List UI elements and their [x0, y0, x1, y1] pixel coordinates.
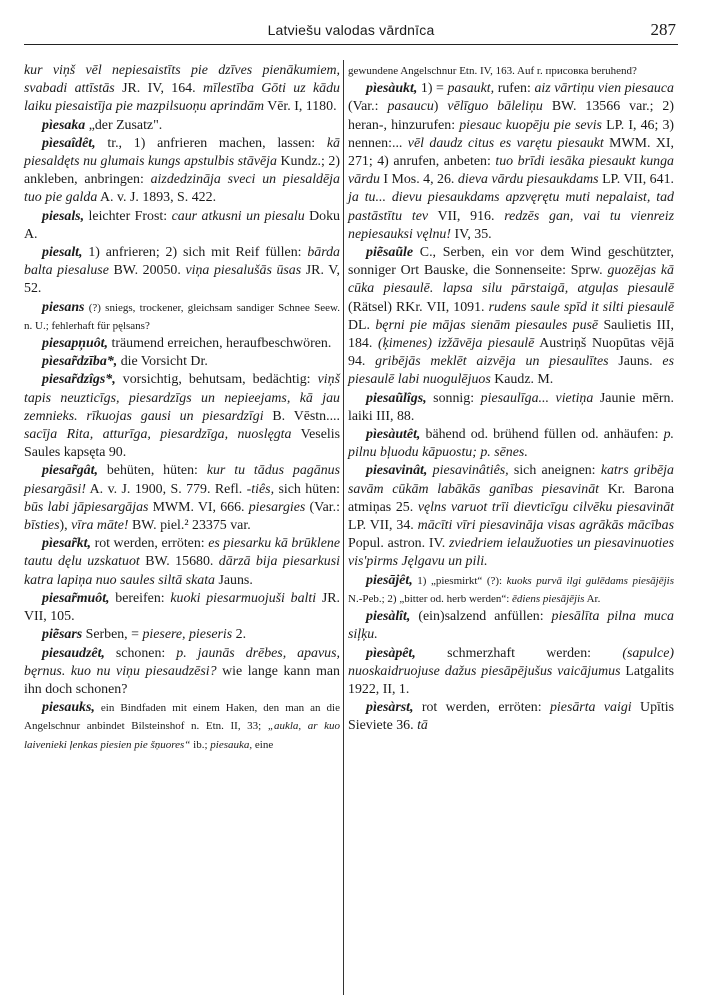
- entry-text: caur atkusni un piesalu: [171, 208, 305, 224]
- entry-headword: piesalt,: [42, 245, 83, 261]
- entry-text: sich aneignen:: [508, 463, 601, 479]
- dictionary-entry: [24, 645, 340, 700]
- entry-text: DL.: [348, 317, 376, 333]
- entry-headword: pìesaîdêt,: [42, 135, 96, 151]
- entry-text: piesere, pieseris: [142, 627, 233, 643]
- entry-text: tā: [417, 718, 428, 734]
- entry-text: vorsichtig, behutsam, bedächtig:: [115, 372, 318, 388]
- entry-text: Jaunie mērn. laiki III, 88.: [348, 390, 674, 424]
- dictionary-entry: [348, 645, 674, 700]
- entry-text: bereifen:: [109, 590, 171, 606]
- entry-text: aiz vārtiņu vien piesauca: [534, 81, 674, 97]
- entry-text: behüten, hüten:: [97, 463, 207, 479]
- entry-text: kā piesaldęts nu glumais kungs apstulbis stāvēja: [24, 135, 340, 170]
- entry-text: tr., 1) anfrieren machen, lassen:: [95, 135, 327, 151]
- entry-text: piesaulīga... vietiņa: [480, 390, 594, 406]
- entry-text: guozējas kā cūka piesaulē. lapsa silu pārstaigā, atguļas piesaulē: [348, 263, 674, 297]
- entry-headword: pìesàrst,: [366, 700, 414, 716]
- entry-text: aizdedzināja sveci un piesaldēja tuo pie galda: [24, 172, 340, 206]
- entry-text: (ein)salzend anfüllen:: [410, 609, 552, 625]
- entry-text: ja tu... dievu piesaukdams apzvęrętu muti nepalaist, tad pastāstītu tev: [348, 190, 674, 224]
- entry-headword: piesàlît,: [366, 609, 411, 625]
- entry-text: kur tu tādus pagānus piesargāsi!: [24, 463, 340, 497]
- entry-headword: piesapņuôt,: [42, 336, 108, 352]
- entry-text: dieva vārdu piesaukdams: [457, 172, 599, 188]
- dictionary-entry: [348, 572, 674, 608]
- entry-text: (sapulce) nuoskaidruojuse dažus piesāpējušus vaicājumus: [348, 645, 674, 679]
- entry-text: ēdiens piesājējis: [512, 592, 585, 605]
- entry-text: ): [433, 99, 448, 115]
- entry-text: LP. VII, 34.: [348, 518, 418, 534]
- entry-text: Upītis Sieviete 36.: [348, 700, 674, 734]
- entry-text: piesālīta pilna muca siļķu.: [348, 609, 674, 643]
- dictionary-entry: [24, 135, 340, 208]
- entry-text: Kaudz. M.: [490, 372, 554, 388]
- entry-text: träumend erreichen, heraufbeschwören.: [108, 336, 332, 352]
- entry-text: p. jaunās drēbes, apavus, bęrnus. kuo nu viņu piesaudzēsi?: [24, 645, 340, 679]
- entry-text: gribējās meklēt aizvēja un piesaulītes: [375, 354, 609, 370]
- entry-text: Veselis Saules kapsęta 90.: [24, 427, 340, 461]
- entry-text: vēlīguo bāleliņu: [447, 99, 543, 115]
- entry-text: piesauka,: [210, 738, 253, 751]
- entry-text: (Rätsel) RKr. VII, 1091.: [348, 299, 489, 315]
- entry-text: zviedriem ielaužuoties un piesavinuoties vis'pirms Jęlgavu un pili.: [348, 536, 674, 570]
- entry-text: Austriņš Nuopūtas vējā 94.: [348, 336, 674, 370]
- entry-text: vęlns varuot trīi dievticīgu cilvēku piesavināt: [417, 499, 675, 515]
- entry-text: Kr. Barona atmiņas 25.: [348, 481, 674, 515]
- entry-text: vīra māte!: [71, 518, 129, 534]
- entry-headword: piesauks,: [42, 700, 95, 716]
- entry-headword: piesar̃muôt,: [42, 590, 110, 606]
- entry-text: sich hüten:: [274, 481, 341, 497]
- entry-text: „der Zusatz".: [85, 117, 163, 133]
- entry-headword: piesājêt,: [366, 572, 413, 588]
- entry-text: katrs gribēja savām cūkām labākās ganības piesavināt: [348, 463, 674, 497]
- entry-text: Vēr. I, 1180.: [264, 99, 337, 115]
- page-number: 287: [650, 20, 676, 39]
- entry-text: bęrni pie mājas sienām piesaules pusē: [375, 317, 599, 333]
- dictionary-entry: [348, 80, 674, 244]
- entry-text: JR. IV, 164.: [114, 81, 203, 97]
- entry-text: piesargies: [248, 499, 306, 515]
- dictionary-entry: [24, 62, 340, 117]
- entry-text: 2.: [232, 627, 247, 643]
- entry-headword: piẽsaũle: [366, 245, 414, 261]
- entry-text: BW. 13566 var.; 2) heran-, hinzurufen:: [348, 99, 675, 133]
- entry-text: es piesarku kā brūklene tautu dęlu uzskatuot: [24, 536, 340, 570]
- left-column: [24, 62, 340, 754]
- entry-headword: pìesar̃dzība*,: [42, 354, 118, 370]
- entry-text: eine: [252, 738, 274, 751]
- entry-text: piesavinâtiês,: [432, 463, 509, 479]
- entry-text: 1) =: [417, 81, 448, 97]
- entry-text: gewundene Angelschnur Etn. IV, 163. Auf r. приcовка beruhend?: [348, 65, 637, 77]
- entry-text: LP. VII, 641.: [598, 172, 674, 188]
- entry-text: LP. I, 46; 3) nennen:...: [348, 117, 675, 151]
- entry-text: viņš tapis neuzticīgs, piesardzīgs un nepieejams, kā jau zemnieks. rīkuojas gausi un piesardzīgi: [24, 372, 340, 424]
- entry-text: Serben, =: [82, 627, 143, 643]
- entry-headword: pìesaka: [42, 117, 86, 133]
- dictionary-entry: [24, 462, 340, 535]
- entry-text: schmerzhaft werden:: [415, 645, 623, 661]
- entry-headword: piesaũlîgs,: [366, 390, 427, 406]
- entry-text: Latgalits 1922, II, 1.: [348, 663, 675, 697]
- entry-text: Popul. astron. IV.: [348, 536, 449, 552]
- entry-text: VII, 916.: [428, 208, 505, 224]
- entry-text: būs labi jāpiesargājas: [24, 499, 149, 515]
- entry-text: Kundz.; 2) ankleben, anbringen:: [24, 154, 340, 188]
- entry-headword: piesans: [42, 299, 85, 315]
- entry-text: ein Bindfaden mit einem Haken, den man an die Angelschnur anbindet Bilsteinshof n. Etn. II, 33;: [24, 702, 340, 733]
- entry-headword: piesar̃gât,: [42, 463, 98, 479]
- dictionary-entry: [24, 371, 340, 462]
- dictionary-entry: [24, 626, 340, 644]
- dictionary-entry: [24, 335, 340, 353]
- entry-text: BW. 20050.: [108, 263, 186, 279]
- dictionary-entry: [24, 299, 340, 335]
- entry-text: piesārta vaigi: [549, 700, 632, 716]
- entry-text: Jauns.: [608, 354, 663, 370]
- entry-text: es piesaulē labi nuogulējuos: [348, 354, 674, 388]
- entry-headword: pìesàpêt,: [366, 645, 416, 661]
- entry-text: BW. 15680.: [139, 554, 219, 570]
- dictionary-entry: [348, 426, 674, 462]
- dictionary-entry: [24, 353, 340, 371]
- dictionary-entry: [348, 244, 674, 390]
- entry-text: A. v. J. 1893, S. 422.: [97, 190, 217, 206]
- entry-text: piesauc kuopēju pie sevis: [459, 117, 602, 133]
- dictionary-entry: [348, 62, 674, 80]
- entry-text: MWM. VI, 666.: [148, 499, 249, 515]
- page-header: [24, 22, 678, 45]
- entry-text: Doku A.: [24, 208, 341, 242]
- entry-text: mācīti vīri piesavināja visas agrākās mācības: [417, 518, 674, 534]
- entry-text: bārda balta piesaluse: [24, 245, 340, 279]
- right-column: [348, 62, 674, 736]
- dictionary-entry: [348, 390, 674, 426]
- entry-text: A. v. J. 1900, S. 779. Refl.: [86, 481, 247, 497]
- entry-text: rudens saule spīd it silti piesaulē: [488, 299, 674, 315]
- entry-text: (Var.:: [305, 499, 341, 515]
- entry-text: BW. piel.² 23375 var.: [128, 518, 251, 534]
- entry-text: pasaukt,: [447, 81, 495, 97]
- entry-text: B. Vēstn....: [263, 408, 340, 424]
- dictionary-entry: [24, 699, 340, 754]
- entry-text: kur viņš vēl nepiesaistīts pie dzīves pienākumiem, svabadi attīstās: [24, 63, 340, 97]
- entry-text: ),: [59, 518, 72, 534]
- entry-text: rufen:: [494, 81, 535, 97]
- entry-text: kuoks purvā ilgi gulēdams piesājējis: [506, 574, 674, 587]
- entry-headword: piesals,: [42, 208, 85, 224]
- entry-text: Saulietis III, 184.: [348, 317, 674, 352]
- entry-text: ib.;: [190, 738, 211, 751]
- entry-text: rot werden, erröten:: [413, 700, 550, 716]
- entry-text: sacīja Rita, atturīga, piesardzīga, nuoslęgta: [24, 427, 292, 443]
- dictionary-entry: [24, 208, 340, 244]
- dictionary-entry: [24, 244, 340, 299]
- entry-text: (ķimenes) izžāvēja piesaulē: [377, 336, 535, 352]
- entry-text: bīsties: [24, 518, 60, 534]
- entry-text: MWM. XI, 271; 4) anrufen, anbeten:: [348, 135, 674, 170]
- entry-headword: pìesar̃kt,: [42, 536, 92, 552]
- entry-text: sonnig:: [426, 390, 481, 406]
- entry-text: viņa piesalušās ūsas: [185, 263, 302, 279]
- entry-headword: piesaudzêt,: [42, 645, 105, 661]
- entry-headword: pìesàukt,: [366, 81, 418, 97]
- entry-text: IV, 35.: [451, 226, 492, 242]
- entry-text: 1) „piesmirkt“ (?):: [412, 574, 507, 587]
- entry-text: (?) sniegs, trockener, gleichsam sandiger Schnee Seew. n. U.; fehlerhaft für pęlsans?: [24, 301, 340, 332]
- entry-headword: piesavinât,: [366, 463, 428, 479]
- entry-text: I Mos. 4, 26.: [379, 172, 458, 188]
- entry-text: bähend od. brühend füllen od. anhäufen:: [420, 427, 664, 443]
- entry-headword: piẽsars: [42, 627, 83, 643]
- entry-text: JR. VII, 105.: [24, 590, 340, 625]
- entry-headword: piesar̃dzîgs*,: [42, 372, 116, 388]
- dictionary-entry: [348, 608, 674, 644]
- entry-text: C., Serben, ein vor dem Wind geschützter, sonniger Ort Bauske, die Sonnenseite: Sprw.: [348, 245, 674, 279]
- entry-text: die Vorsicht Dr.: [117, 354, 208, 370]
- entry-text: pasaucu: [387, 99, 434, 115]
- entry-text: 1) anfrieren; 2) sich mit Reif füllen:: [82, 245, 308, 261]
- entry-text: -tiês,: [246, 481, 275, 497]
- entry-text: dārzā bija piesarkusi katra lapiņa nuo saules siltā skata: [24, 554, 340, 588]
- column-divider: [343, 60, 344, 995]
- entry-text: leichter Frost:: [84, 208, 172, 224]
- entry-text: „aukla, ar kuo laivenieki ļenkas piesien pie šņuores“: [24, 720, 340, 751]
- dictionary-entry: [24, 590, 340, 626]
- entry-text: JR. V, 52.: [24, 263, 340, 297]
- entry-text: p. pilnu bļuodu kāpuostu; p. sēnes.: [348, 427, 674, 461]
- entry-text: redzēs gan, vai tu vienreiz nepiesauksi vęlnu!: [348, 208, 674, 242]
- entry-text: rot werden, erröten:: [91, 536, 209, 552]
- running-title: Latviešu valodas vārdnīca: [267, 22, 435, 38]
- entry-text: N.-Peb.; 2) „bitter od. herb werden“:: [348, 592, 513, 605]
- dictionary-entry: [348, 462, 674, 571]
- entry-text: tuo brīdi iesāka piesaukt kunga vārdu: [348, 154, 674, 188]
- entry-text: kuoki piesarmuojuši balti: [170, 590, 317, 606]
- dictionary-entry: [24, 117, 340, 135]
- entry-text: Jauns.: [215, 572, 253, 588]
- dictionary-entry: [24, 535, 340, 590]
- entry-text: mīlestība Gōti uz kādu laiku piesaistīja pie mazpilsuoņu aprindām: [24, 81, 341, 115]
- entry-text: wie lange kann man ihn doch schonen?: [24, 663, 340, 697]
- entry-text: (Var.:: [348, 99, 388, 115]
- entry-text: schonen:: [104, 645, 177, 661]
- entry-text: vēl daudz citus es varętu piesaukt: [407, 135, 604, 151]
- entry-headword: pìesàutêt,: [366, 427, 421, 443]
- dictionary-entry: [348, 699, 674, 735]
- entry-text: Ar.: [584, 592, 601, 605]
